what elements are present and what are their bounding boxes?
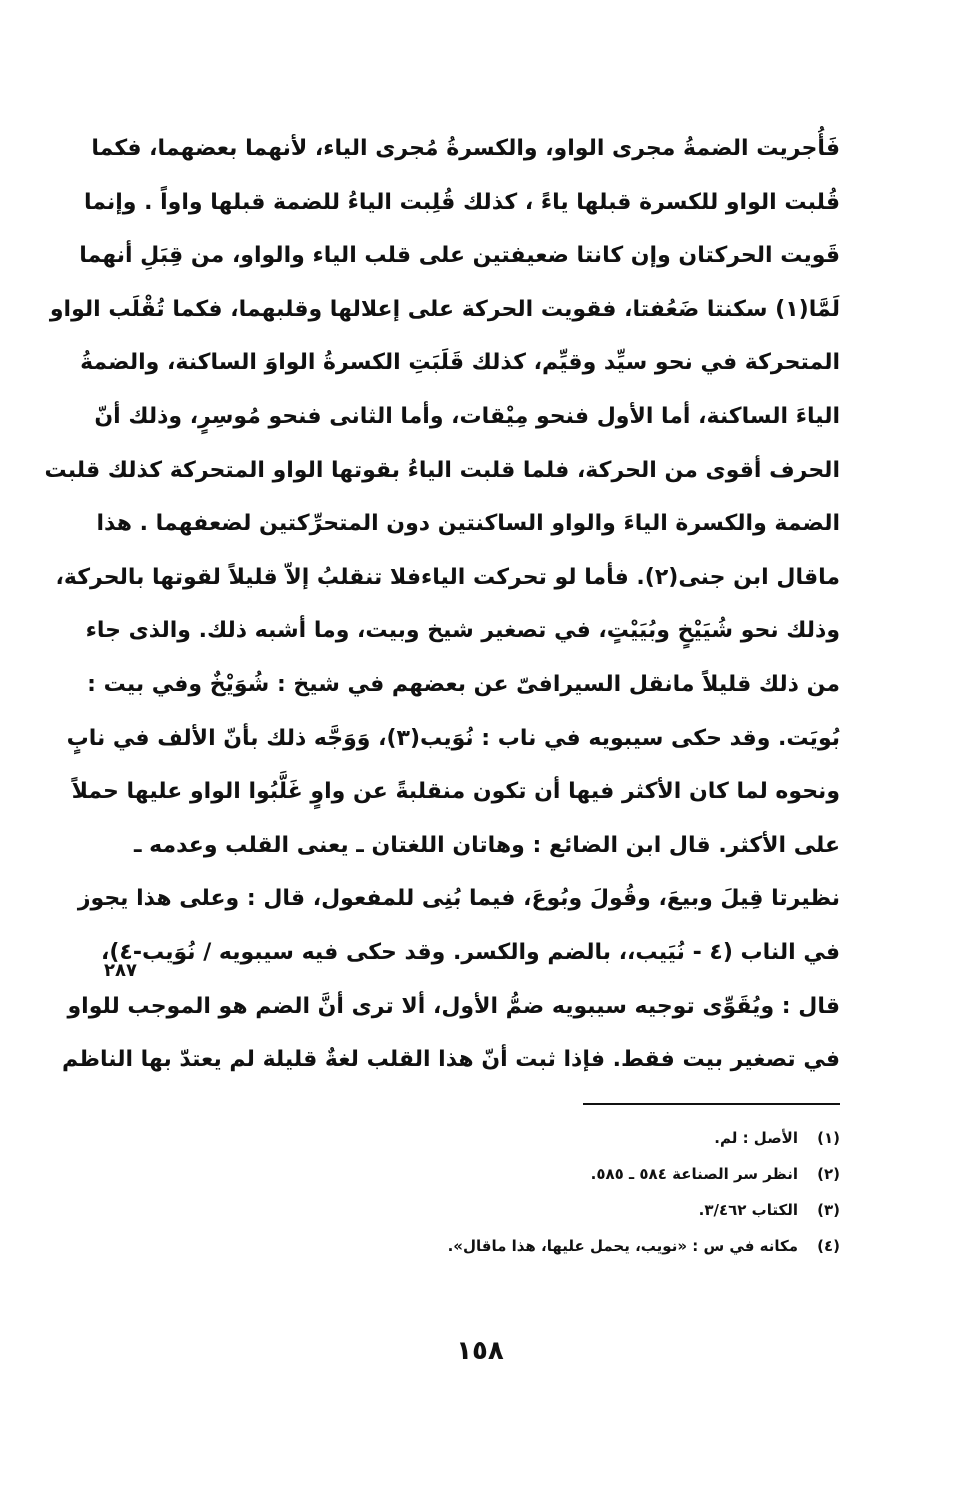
footnotes (440, 1120, 840, 1264)
body-line: الضمة والكسرة الياءَ والواو الساكنتين دون المتحرِّكتين لضعفهما . هذا (96, 511, 840, 537)
body-line: قُلبت الواو للكسرة قبلها ياءً ، كذلك قُلِبت الياءُ للضمة قبلها واواً . وإنما (83, 189, 840, 215)
body-line: على الأكثر. قال ابن الضائع : وهاتان اللغتان ـ يعنى القلب وعدمه ـ (133, 832, 840, 858)
body-line: وذلك نحو شُيَيْخٍ وبُيَيْتٍ، في تصغير شيخ وبيت، وما أشبه ذلك. والذى جاء (85, 618, 840, 644)
body-line: قَويت الحركتان وإن كانتا ضعيفتين على قلب الياء والواو، من قِبَلِ أنهما (79, 243, 840, 269)
footnote-number: (١) (817, 1129, 840, 1147)
footnote-separator (583, 1103, 840, 1105)
footnote-text: الأصل : لم. (714, 1129, 798, 1147)
body-line: المتحركة في نحو سيِّد وقيِّم، كذلك قَلَبَتِ الكسرةُ الواوَ الساكنة، والضمةُ (80, 350, 840, 376)
body-line: بُويَت. وقد حكى سيبويه في ناب : نُوَيب(٣)، وَوَجَّه ذلك بأنّ الألف في نابٍ (66, 725, 840, 751)
footnote-number: (٢) (817, 1165, 840, 1183)
body-line: من ذلك قليلاً مانقل السيرافىّ عن بعضهم في شيخ : شُوَيْخٌ وفي بيت : (87, 671, 840, 697)
body-line: في الناب (٤ - نُيَيب،، بالضم والكسر. وقد حكى فيه سيبويه / نُوَيب-٤)، (100, 939, 840, 965)
footnote (440, 1120, 840, 1156)
footnote-text: مكانه في س : «نويب، يحمل عليها، هذا ماقال». (447, 1237, 798, 1255)
footnote-text: انظر سر الصناعة ٥٨٤ ـ ٥٨٥. (590, 1165, 798, 1183)
body-line: ونحوه لما كان الأكثر فيها أن تكون منقلبةً عن واوٍ غَلَّبُوا الواو عليها حملاً (71, 779, 840, 805)
footnote (440, 1156, 840, 1192)
footnote-text: الكتاب ٣/٤٦٢. (698, 1201, 798, 1219)
margin-page-reference: ٢٨٧ (104, 960, 137, 981)
body-line: لَمَّا(١) سكنتا ضَعُفتا، فقويت الحركة على إعلالها وقلبهما، فكما تُقْلَب الواو (49, 296, 840, 322)
footnote (440, 1192, 840, 1228)
body-line: قال : ويُقَوِّى توجيه سيبويه ضمُّ الأول، ألا ترى أنَّ الضم هو الموجب للواو (67, 993, 840, 1019)
page-number: ١٥٨ (456, 1336, 504, 1366)
body-line: نظيرتا قِيلَ وبيعَ، وقُولَ وبُوعَ، فيما بُنِى للمفعول، قال : وعلى هذا يجوز (77, 886, 840, 912)
body-line: الياءَ الساكنة، أما الأول فنحو مِيْقات، وأما الثانى فنحو مُوسِرٍ، وذلك أنّ (94, 403, 840, 429)
footnote (440, 1228, 840, 1264)
body-line: ماقال ابن جنى(٢). فأما لو تحركت الياءفلا تنقلبُ إلاّ قليلاً لقوتها بالحركة، (55, 564, 840, 590)
footnote-number: (٣) (817, 1201, 840, 1219)
body-line: الحرف أقوى من الحركة، فلما قلبت الياءُ بقوتها الواو المتحركة كذلك قلبت (44, 457, 840, 483)
body-line: فَأُجريت الضمةُ مجرى الواو، والكسرةُ مُجرى الياء، لأنهما بعضهما، فكما (91, 136, 840, 161)
body-line: في تصغير بيت فقط. فإذا ثبت أنّ هذا القلب لغةٌ قليلة لم يعتدّ بها الناظم (61, 1047, 840, 1073)
footnote-number: (٤) (817, 1237, 840, 1255)
